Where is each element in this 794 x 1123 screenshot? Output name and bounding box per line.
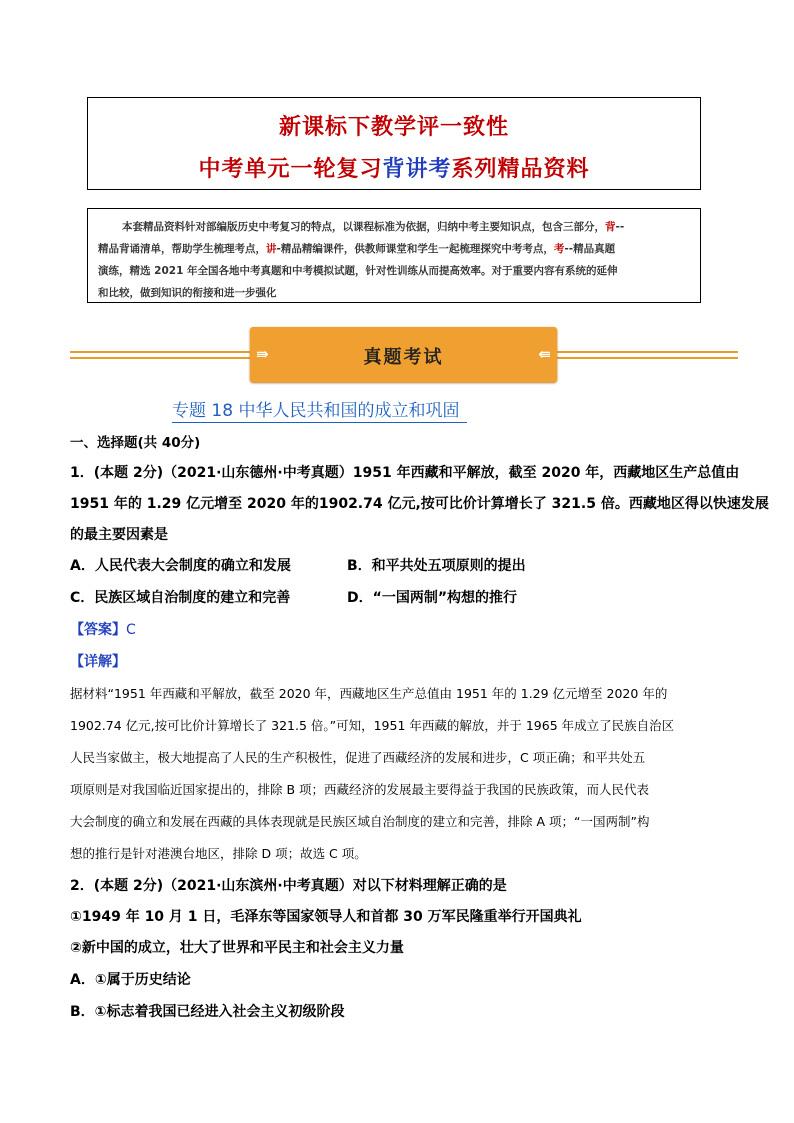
intro-text: -精品精编课件，供教师课堂和学生一起梳理探究中考考点，: [276, 243, 554, 255]
intro-line-4: 和比较，做到知识的衔接和进一步强化: [98, 287, 277, 299]
section-banner: [250, 327, 557, 382]
intro-highlight: 背: [605, 221, 616, 233]
banner-title: 真题考试: [363, 347, 444, 368]
q1-explanation-line-4: 项原则是对我国临近国家提出的，排除 B 项；西藏经济的发展最主要得益于我国的民族政策，而人民代表: [70, 782, 650, 797]
q1-stem-line-1: 1．(本题 2分)（2021·山东德州·中考真题）1951 年西藏和平解放，截至 2020 年，西藏地区生产总值由: [70, 465, 740, 481]
intro-highlight: 考: [553, 243, 565, 255]
intro-line-1: [98, 216, 690, 238]
answer-value: C: [126, 622, 136, 638]
q2-option-a: A．①属于历史结论: [70, 972, 191, 988]
q1-stem-line-3: 的最主要因素是: [70, 527, 168, 543]
intro-box: [87, 208, 701, 303]
section-heading: 一、选择题(共 40分): [70, 435, 201, 451]
q1-explanation-line-3: 人民当家做主，极大地提高了人民的生产积极性，促进了西藏经济的发展和进步，C 项正确；和平共处五: [70, 750, 646, 765]
intro-text: 本套精品资料针对部编版历史中考复习的特点，以课程标准为依据，归纳中考主要知识点，包含三部分，: [122, 221, 605, 233]
arrow-left-icon: ⇚: [538, 345, 551, 363]
title-line-2-part-c: 系列精品资料: [451, 156, 590, 182]
intro-text: --: [615, 221, 625, 233]
q1-explanation-line-2: 1902.74 亿元,按可比价计算增长了 321.5 倍。”可知，1951 年西藏的解放，并于 1965 年成立了民族自治区: [70, 718, 675, 733]
q1-explanation-line-1: 据材料“1951 年西藏和平解放，截至 2020 年，西藏地区生产总值由 1951 年的 1.29 亿元增至 2020 年的: [70, 686, 668, 701]
q1-option-a: A．人民代表大会制度的确立和发展: [70, 558, 291, 574]
q2-stem-line-1: 2．(本题 2分)（2021·山东滨州·中考真题）对以下材料理解正确的是: [70, 878, 507, 894]
q1-detail-label: [70, 652, 126, 672]
title-line-2-highlight: 背讲考: [382, 156, 452, 182]
q1-stem-line-2: 1951 年的 1.29 亿元增至 2020 年的1902.74 亿元,按可比价计算增长了 321.5 倍。西藏地区得以快速发展: [70, 496, 769, 512]
intro-text: 精品背诵清单，帮助学生梳理考点，: [98, 243, 266, 255]
q1-option-c: C．民族区域自治制度的建立和完善: [70, 590, 291, 606]
title-line-2: [88, 152, 700, 183]
intro-line-3: 演练，精选 2021 年全国各地中考真题和中考模拟试题，针对性训练从而提高效率。对于重要内容有系统的延伸: [98, 265, 618, 277]
q2-material-1: ①1949 年 10 月 1 日，毛泽东等国家领导人和首都 30 万军民隆重举行开国典礼: [70, 909, 582, 925]
arrow-right-icon: ⇛: [256, 345, 269, 363]
intro-line-2: [98, 238, 690, 260]
q1-explanation-line-5: 大会制度的确立和发展在西藏的具体表现就是民族区域自治制度的建立和完善，排除 A 项；“一国两制”构: [70, 814, 650, 829]
q1-option-d: D．“一国两制”构想的推行: [347, 590, 518, 606]
title-box: [87, 97, 701, 190]
title-line-2-part-a: 中考单元一轮复习: [198, 156, 383, 182]
intro-highlight: 讲: [266, 243, 277, 255]
q2-option-b: B．①标志着我国已经进入社会主义初级阶段: [70, 1004, 345, 1020]
q2-material-2: ②新中国的成立，壮大了世界和平民主和社会主义力量: [70, 940, 404, 956]
q1-answer: [70, 620, 136, 640]
q1-explanation-line-6: 想的推行是针对港澳台地区，排除 D 项；故选 C 项。: [70, 846, 367, 861]
detail-label: 【详解】: [70, 654, 126, 670]
answer-label: 【答案】: [70, 622, 126, 638]
intro-text: --精品真题: [564, 243, 616, 255]
q1-option-b: B．和平共处五项原则的提出: [347, 558, 526, 574]
title-line-1: 新课标下教学评一致性: [278, 114, 509, 140]
topic-heading: 专题 18 中华人民共和国的成立和巩固: [172, 400, 467, 423]
